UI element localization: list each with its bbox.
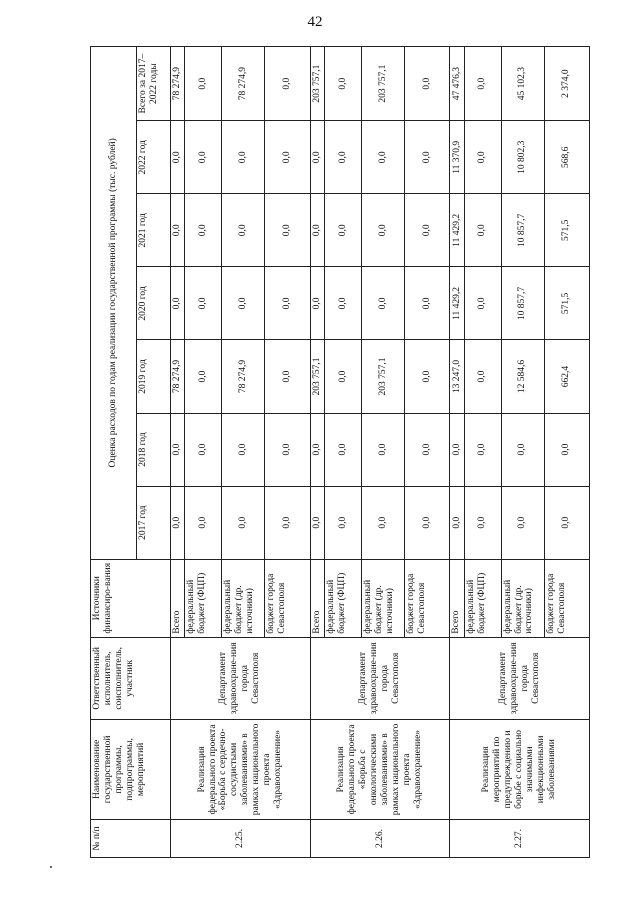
table-body [171,47,590,858]
year-value: 0,0 [185,194,222,267]
year-value: 0,0 [361,267,404,340]
total-value: 0,0 [265,47,310,121]
year-value: 0,0 [222,267,265,340]
year-value: 0,0 [405,121,450,194]
year-value: 0,0 [361,194,404,267]
year-value: 0,0 [361,121,404,194]
year-value: 0,0 [325,267,362,340]
year-value: 10 857,7 [501,194,544,267]
rotated-table-wrapper [90,46,590,858]
year-value: 0,0 [171,194,185,267]
total-value: 203 757,1 [361,47,404,121]
year-value: 0,0 [222,194,265,267]
page-dot [50,866,52,868]
year-value: 0,0 [222,486,265,559]
header-total: Всего за 2017–2022 годы [137,47,171,121]
funding-source: федеральный бюджет (ФЦП) [185,559,222,637]
year-value: 78 274,9 [222,340,265,413]
row-number: 2.26. [310,819,450,857]
year-value: 0,0 [185,121,222,194]
year-value: 0,0 [325,194,362,267]
funding-source: бюджет города Севастополя [265,559,310,637]
year-value: 0,0 [310,194,324,267]
year-value: 0,0 [405,267,450,340]
year-value: 0,0 [405,194,450,267]
funding-source: Всего [450,559,464,637]
measure-name: Реализация федерального проекта «Борьба с сердечно-сосудистыми заболеваниями» в рамках национального проекта «Здравоохранение» [171,719,311,819]
year-value: 571,5 [544,194,589,267]
year-value: 0,0 [185,486,222,559]
year-value: 0,0 [464,340,501,413]
year-value: 0,0 [325,340,362,413]
total-value: 45 102,3 [501,47,544,121]
header-estimate: Оценка расходов по годам реализации государственной программы (тыс. рублей) [91,47,137,560]
year-value: 0,0 [185,340,222,413]
table-row [171,47,185,858]
year-value: 0,0 [265,340,310,413]
funding-source: бюджет города Севастополя [405,559,450,637]
year-value: 13 247,0 [450,340,464,413]
year-value: 11 370,9 [450,121,464,194]
year-value: 0,0 [222,121,265,194]
year-value: 0,0 [361,486,404,559]
year-value: 0,0 [310,486,324,559]
year-value: 0,0 [501,486,544,559]
year-value: 0,0 [361,413,404,486]
year-value: 0,0 [171,121,185,194]
year-value: 11 429,2 [450,194,464,267]
year-value: 0,0 [185,413,222,486]
total-value: 0,0 [405,47,450,121]
year-value: 0,0 [310,267,324,340]
header-year: 2017 год [137,486,171,559]
total-value: 78 274,9 [222,47,265,121]
year-value: 0,0 [265,413,310,486]
header-year: 2021 год [137,194,171,267]
year-value: 11 429,2 [450,267,464,340]
funding-source: Всего [171,559,185,637]
year-value: 10 857,7 [501,267,544,340]
budget-table [90,46,590,858]
total-value: 0,0 [464,47,501,121]
header-year: 2022 год [137,121,171,194]
year-value: 0,0 [464,486,501,559]
header-responsible: Ответственный исполнитель, соисполнитель, участник [91,637,171,719]
year-value: 0,0 [405,413,450,486]
year-value: 0,0 [464,194,501,267]
total-value: 47 476,3 [450,47,464,121]
year-value: 0,0 [265,121,310,194]
year-value: 0,0 [450,486,464,559]
year-value: 0,0 [171,486,185,559]
year-value: 662,4 [544,340,589,413]
total-value: 0,0 [185,47,222,121]
year-value: 0,0 [464,121,501,194]
year-value: 0,0 [171,413,185,486]
year-value: 0,0 [464,267,501,340]
year-value: 0,0 [222,413,265,486]
year-value: 0,0 [325,413,362,486]
year-value: 0,0 [405,486,450,559]
year-value: 203 757,1 [310,340,324,413]
year-value: 0,0 [405,340,450,413]
year-value: 0,0 [185,267,222,340]
funding-source: федеральный бюджет (др. источники) [361,559,404,637]
header-no: № п/п [91,819,171,857]
responsible-executor: Департамент здравоохране-ния города Севастополя [450,637,590,719]
year-value: 0,0 [310,413,324,486]
responsible-executor: Департамент здравоохране-ния города Севастополя [171,637,311,719]
measure-name: Реализация мероприятий по предупреждению и борьбе с социально значимыми инфекционными заболеваниями [450,719,590,819]
year-value: 0,0 [265,194,310,267]
year-value: 0,0 [325,486,362,559]
year-value: 0,0 [464,413,501,486]
table-row [450,47,464,858]
year-value: 203 757,1 [361,340,404,413]
year-value: 0,0 [310,121,324,194]
total-value: 0,0 [325,47,362,121]
page-number: 42 [307,14,323,30]
year-value: 78 274,9 [171,340,185,413]
funding-source: бюджет города Севастополя [544,559,589,637]
year-value: 0,0 [450,413,464,486]
funding-source: федеральный бюджет (др. источники) [222,559,265,637]
year-value: 10 802,3 [501,121,544,194]
year-value: 568,6 [544,121,589,194]
year-value: 0,0 [544,486,589,559]
year-value: 571,5 [544,267,589,340]
funding-source: Всего [310,559,324,637]
responsible-executor: Департамент здравоохране-ния города Севастополя [310,637,450,719]
total-value: 2 374,0 [544,47,589,121]
header-name: Наименование государственной программы, подпрограммы, мероприятий [91,719,171,819]
year-value: 0,0 [325,121,362,194]
year-value: 0,0 [265,267,310,340]
total-value: 203 757,1 [310,47,324,121]
measure-name: Реализация федерального проекта «Борьба с онкологическими заболеваниями» в рамках национального проекта «Здравоохранение» [310,719,450,819]
year-value: 0,0 [171,267,185,340]
header-year: 2019 год [137,340,171,413]
year-value: 0,0 [265,486,310,559]
row-number: 2.25. [171,819,311,857]
year-value: 0,0 [544,413,589,486]
total-value: 78 274,9 [171,47,185,121]
row-number: 2.27. [450,819,590,857]
header-year: 2018 год [137,413,171,486]
year-value: 12 584,6 [501,340,544,413]
funding-source: федеральный бюджет (ФЦП) [325,559,362,637]
funding-source: федеральный бюджет (др. источники) [501,559,544,637]
header-sources: Источники финансиро-вания [91,559,171,637]
year-value: 0,0 [501,413,544,486]
table-row [310,47,324,858]
header-year: 2020 год [137,267,171,340]
funding-source: федеральный бюджет (ФЦП) [464,559,501,637]
